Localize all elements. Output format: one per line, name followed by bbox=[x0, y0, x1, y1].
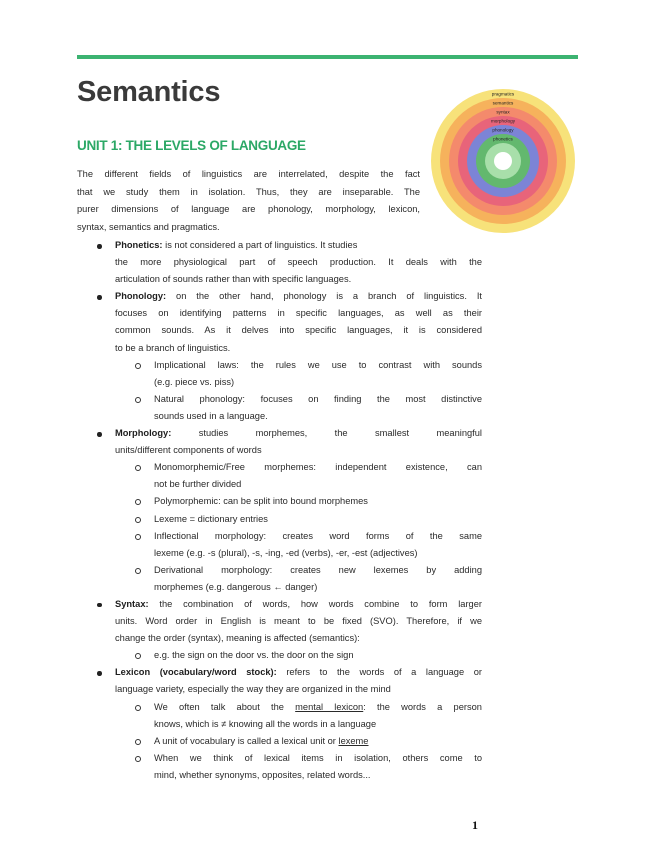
bullet-icon bbox=[97, 244, 102, 249]
circle-bullet-icon bbox=[135, 517, 141, 523]
levels-of-language-figure bbox=[430, 88, 576, 234]
sub-item: Derivational morphology: creates new lexemes by adding morphemes (e.g. dangerous ← danger) bbox=[77, 562, 482, 596]
sub-item: Lexeme = dictionary entries bbox=[77, 511, 482, 528]
circle-bullet-icon bbox=[135, 739, 141, 745]
list-item-lexicon: Lexicon (vocabulary/word stock): refers to the words of a language or language variety, especially the way they are organized in the mind bbox=[77, 664, 482, 698]
circle-bullet-icon bbox=[135, 653, 141, 659]
intro-line: purer dimensions of language are phonology, morphology, lexicon, bbox=[77, 204, 420, 214]
intro-line: that we study them in isolation. Thus, they are inseparable. The bbox=[77, 186, 420, 197]
ring-center bbox=[494, 152, 512, 170]
bullet-icon bbox=[97, 295, 102, 300]
list-item-phonetics: Phonetics: is not considered a part of linguistics. It studies the more physiological part of speech production. It deals with the articulation of sounds rather than with specific languages. bbox=[77, 237, 482, 288]
term-phonetics: Phonetics: bbox=[115, 240, 163, 250]
page-number: 1 bbox=[472, 818, 478, 832]
circle-bullet-icon bbox=[135, 568, 141, 574]
list-item-syntax: Syntax: the combination of words, how words combine to form larger units. Word order in English is meant to be fixed (SVO). Therefore, if we change the order (syntax), meaning is affected (semantics): bbox=[77, 596, 482, 647]
intro-line: syntax, semantics and pragmatics. bbox=[77, 221, 220, 232]
intro-paragraph bbox=[77, 166, 420, 236]
ring-label: phonology bbox=[492, 127, 514, 133]
mental-lexicon-term: mental lexicon bbox=[295, 701, 364, 712]
bullet-icon bbox=[97, 603, 102, 608]
circle-bullet-icon bbox=[135, 705, 141, 711]
ring-label: pragmatics bbox=[491, 91, 515, 97]
term-lexicon: Lexicon (vocabulary/word stock): bbox=[115, 667, 277, 678]
circle-bullet-icon bbox=[135, 756, 141, 762]
circle-bullet-icon bbox=[135, 534, 141, 540]
bullet-icon bbox=[97, 432, 102, 437]
sub-item: When we think of lexical items in isolation, others come to mind, whether synonyms, opposites, related words... bbox=[77, 750, 482, 784]
ring-label: phonetics bbox=[493, 136, 513, 142]
sub-item: Inflectional morphology: creates word forms of the same lexeme (e.g. -s (plural), -s, -ing, -ed (verbs), -er, -est (adjectives) bbox=[77, 528, 482, 562]
sub-item: Natural phonology: focuses on finding the most distinctive sounds used in a language. bbox=[77, 391, 482, 425]
unit-heading: UNIT 1: THE LEVELS OF LANGUAGE bbox=[77, 138, 306, 153]
circle-bullet-icon bbox=[135, 465, 141, 471]
term-phonology: Phonology: bbox=[115, 291, 167, 302]
ring-label: semantics bbox=[492, 100, 514, 106]
ring-label: morphology bbox=[490, 118, 516, 124]
circle-bullet-icon bbox=[135, 499, 141, 505]
sub-item: We often talk about the mental lexicon: the words a person knows, which is ≠ knowing all the words in a language bbox=[77, 699, 482, 733]
levels-list bbox=[77, 237, 482, 784]
sub-item: A unit of vocabulary is called a lexical unit or lexeme bbox=[77, 733, 482, 750]
term-morphology: Morphology: bbox=[115, 428, 172, 439]
sub-item: Implicational laws: the rules we use to contrast with sounds (e.g. piece vs. piss) bbox=[77, 357, 482, 391]
ring-label: syntax bbox=[496, 109, 510, 115]
page-title: Semantics bbox=[77, 76, 221, 108]
sub-item: Polymorphemic: can be split into bound morphemes bbox=[77, 493, 482, 510]
bullet-icon bbox=[97, 671, 102, 676]
intro-line: The different fields of linguistics are interrelated, despite the fact bbox=[77, 169, 420, 179]
sub-item: e.g. the sign on the door vs. the door on the sign bbox=[77, 647, 482, 664]
list-item-phonology: Phonology: on the other hand, phonology is a branch of linguistics. It focuses on identifying patterns in specific languages, as well as their common sounds. As it delves into specific languages, it is considered to be a branch of linguistics. bbox=[77, 288, 482, 356]
term-syntax: Syntax: bbox=[115, 598, 149, 609]
circle-bullet-icon bbox=[135, 397, 141, 403]
sub-item: Monomorphemic/Free morphemes: independent existence, can not be further divided bbox=[77, 459, 482, 493]
lexeme-term: lexeme bbox=[338, 735, 369, 746]
list-item-morphology: Morphology: studies morphemes, the smallest meaningful units/different components of words bbox=[77, 425, 482, 459]
header-rule bbox=[77, 55, 578, 59]
circle-bullet-icon bbox=[135, 363, 141, 369]
